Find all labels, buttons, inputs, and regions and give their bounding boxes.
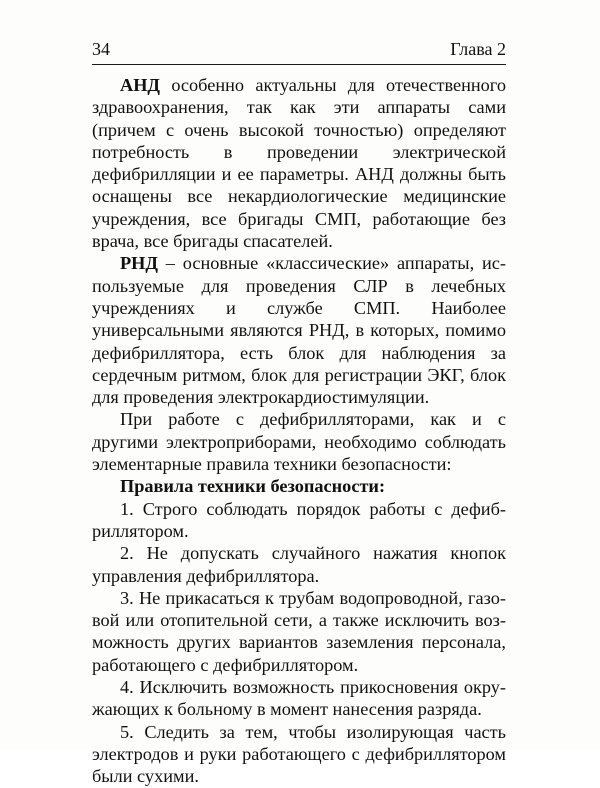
safety-rule-2: 2. Не допускать случайного нажатия кнопок управления дефибриллятора. [92,543,506,586]
safety-rule-1: 1. Строго соблюдать порядок работы с дефибриллятором. [92,498,506,541]
safety-rule-3: 3. Не прикасаться к трубам водопроводной, газовой или отопительной сети, а также исключить возможность других вариантов заземления персонала, работающего с дефибриллятором. [92,587,506,675]
text-body [92,74,506,788]
safety-rule-4: 4. Исключить возможность прикосновения окружающих к больному в момент нанесения разряда. [92,677,506,720]
safety-rule-5: 5. Следить за тем, чтобы изолирующая часть электродов и руки работающего с дефибриллятором были сухими. [92,721,506,787]
page-number: 34 [92,39,110,59]
term-and: АНД [120,75,160,95]
running-header [92,38,506,65]
paragraph-rnd-text: – основные «классические» аппараты, используемые для проведения СЛР в лечебных учреждениях и службе СМП. Наиболее универсальными являются РНД, в которых, помимо дефибриллятора, есть блок для наблюдения за сердечным ритмом, блок для регистрации ЭКГ, блок для проведения электрокардиостимуляции. [92,253,506,408]
term-rnd: РНД [120,253,158,274]
paragraph-and [92,74,506,252]
paragraph-safety-intro: При работе с дефибрилляторами, как и с другими электроприборами, необходимо соблюдать элементарные правила техники безопасности: [92,409,506,475]
paragraph-and-text: особенно актуальны для отечественного здравоохранения, так как эти аппараты сами (причем с очень высокой точностью) определяют потребность в проведении электрической дефибрилляции и ее параметры. АНД должны быть оснащены все некардиологические медицинские учреждения, все бригады СМП, работающие без врача, все бригады спасателей. [92,75,506,252]
paragraph-rnd [92,252,506,408]
chapter-title: Глава 2 [450,39,506,59]
safety-rules-heading: Правила техники безопасности: [120,476,386,497]
